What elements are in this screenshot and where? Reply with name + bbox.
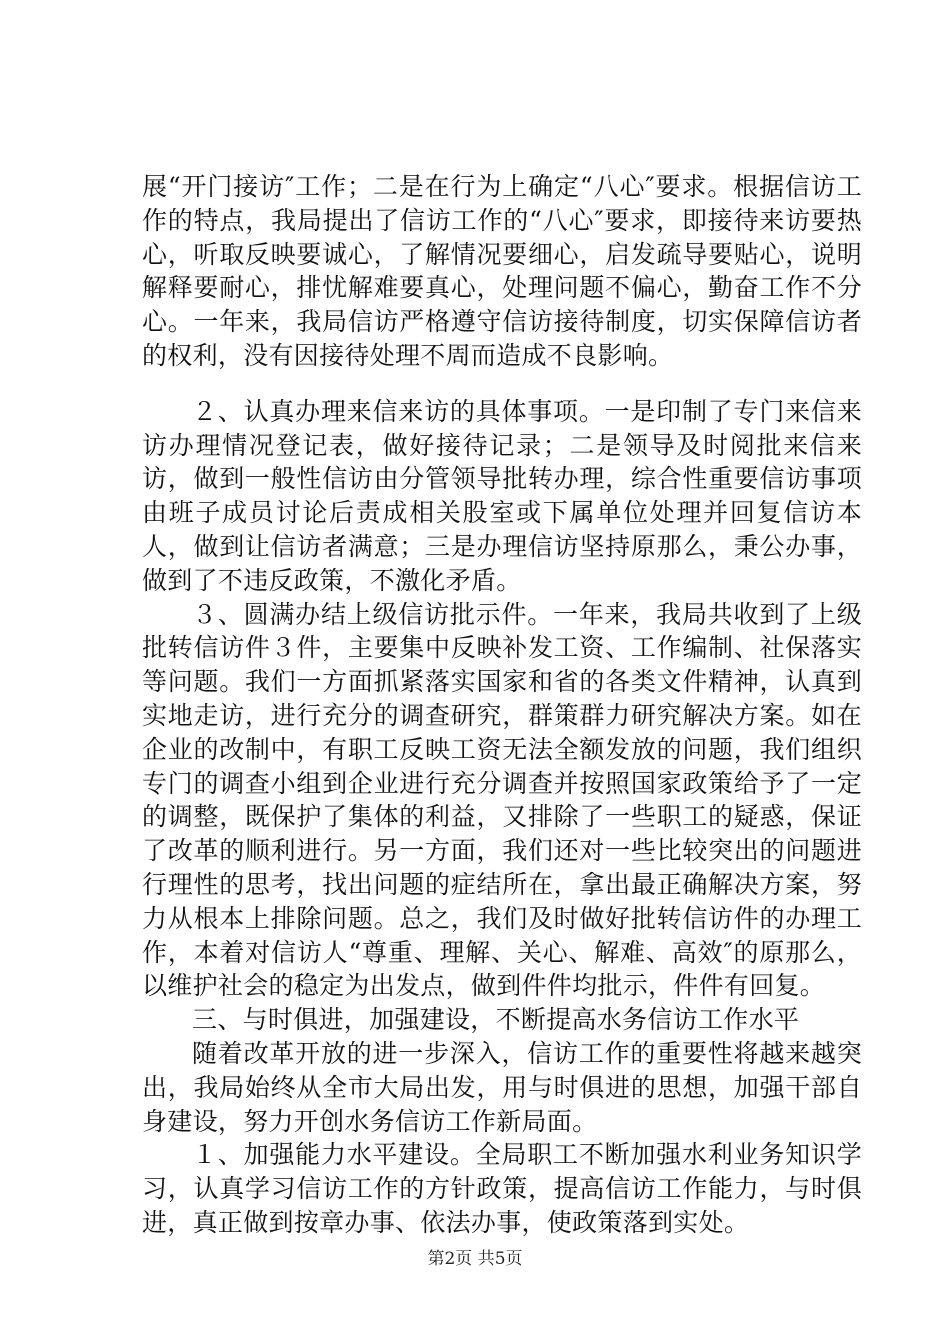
document-body [142,170,862,1240]
section-heading-3: 三、与时俱进，加强建设，不断提高水务信访工作水平 [192,1005,800,1035]
paragraph-gap [142,373,862,395]
paragraph-item-2: ２、认真办理来信来访的具体事项。一是印制了专门来信来访办理情况登记表，做好接待记录；二是领导及时阅批来信来访，做到一般性信访由分管领导批转办理，综合性重要信访事项由班子成员讨论后责成相关股室或下属单位处理并回复信访本人，做到让信访者满意；三是办理信访坚持原那么，秉公办事，做到了不违反政策，不激化矛盾。 [142,396,862,595]
page-footer: 第2页 共5页 [427,1249,523,1269]
paragraph-item-1: １、加强能力水平建设。全局职工不断加强水利业务知识学习，认真学习信访工作的方针政策，提高信访工作能力，与时俱进，真正做到按章办事、依法办事，使政策落到实处。 [142,1140,862,1237]
paragraph-item-3: ３、圆满办结上级信访批示件。一年来，我局共收到了上级批转信访件３件，主要集中反映补发工资、工作编制、社保落实等问题。我们一方面抓紧落实国家和省的各类文件精神，认真到实地走访，进行充分的调查研究，群策群力研究解决方案。如在企业的改制中，有职工反映工资无法全额发放的问题，我们组织专门的调查小组到企业进行充分调查并按照国家政策给予了一定的调整，既保护了集体的利益，又排除了一些职工的疑惑，保证了改革的顺利进行。另一方面，我们还对一些比较突出的问题进行理性的思考，找出问题的症结所在，拿出最正确解决方案，努力从根本上排除问题。总之，我们及时做好批转信访件的办理工作，本着对信访人“尊重、理解、关心、解难、高效″的原那么，以维护社会的稳定为出发点，做到件件均批示，件件有回复。 [142,599,862,1001]
paragraph-continuation: 展“开门接访″工作；二是在行为上确定“八心″要求。根据信访工作的特点，我局提出了信访工作的“八心″要求，即接待来访要热心，听取反映要诚心，了解情况要细心，启发疏导要贴心，说明解释要耐心，排忧解难要真心，处理问题不偏心，勤奋工作不分心。一年来，我局信访严格遵守信访接待制度，切实保障信访者的权利，没有因接待处理不周而造成不良影响。 [142,172,862,370]
paragraph-intro: 随着改革开放的进一步深入，信访工作的重要性将越来越突出，我局始终从全市大局出发，用与时俱进的思想，加强干部自身建设，努力开创水务信访工作新局面。 [142,1038,862,1136]
